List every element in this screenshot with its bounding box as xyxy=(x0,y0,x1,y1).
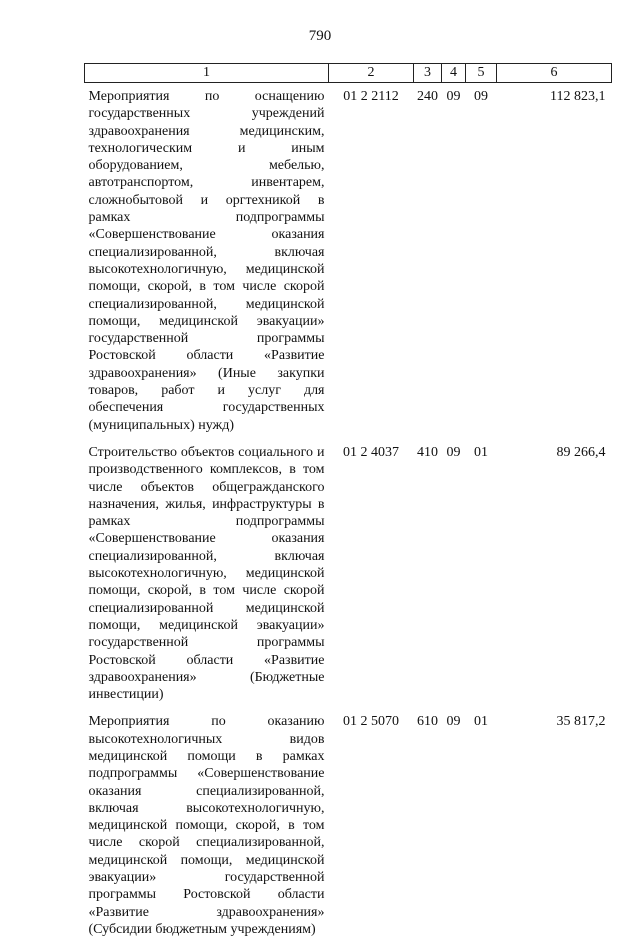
row-subsection: 01 xyxy=(466,708,497,943)
row-target-code: 01 2 4037 xyxy=(329,439,414,708)
header-row xyxy=(85,64,612,83)
row-target-code: 01 2 5070 xyxy=(329,708,414,943)
row-amount: 112 823,1 xyxy=(497,83,612,439)
row-target-code: 01 2 2112 xyxy=(329,83,414,439)
table-header xyxy=(85,64,612,83)
header-col-6: 6 xyxy=(497,64,612,83)
row-description: Мероприятия по оказанию высокотехнологичных видов медицинской помощи в рамках подпрограммы «Совершенствование оказания специализированной, включая высокотехнологичную, медицинской помощи, скорой, в том числе скорой специализированной, медицинской помощи, медицинской эвакуации» государственной программы Ростовской области «Развитие здравоохранения» (Субсидии бюджетным учреждениям) xyxy=(85,708,329,943)
header-col-1: 1 xyxy=(85,64,329,83)
row-section: 09 xyxy=(442,83,466,439)
header-col-2: 2 xyxy=(329,64,414,83)
table-row xyxy=(85,439,612,708)
row-expense-type: 240 xyxy=(414,83,442,439)
header-col-5: 5 xyxy=(466,64,497,83)
page-number: 790 xyxy=(0,28,640,45)
row-amount: 35 817,2 xyxy=(497,708,612,943)
row-subsection: 09 xyxy=(466,83,497,439)
table-body xyxy=(85,83,612,943)
row-expense-type: 410 xyxy=(414,439,442,708)
row-description: Строительство объектов социального и производственного комплексов, в том числе объектов общегражданского назначения, жилья, инфраструктуры в рамках подпрограммы «Совершенствование оказания специализированной, включая высокотехнологичную, медицинской помощи, скорой, в том числе скорой специализированной медицинской помощи, медицинской эвакуации» государственной программы Ростовской области «Развитие здравоохранения» (Бюджетные инвестиции) xyxy=(85,439,329,708)
row-section: 09 xyxy=(442,439,466,708)
row-description: Мероприятия по оснащению государственных учреждений здравоохранения медицинским, технологическим и иным оборудованием, мебелью, автотранспортом, инвентарем, сложнобытовой и оргтехникой в рамках подпрограммы «Совершенствование оказания специализированной, включая высокотехнологичную, медицинской помощи, скорой, в том числе скорой специализированной, медицинской помощи, медицинской эвакуации» государственной программы Ростовской области «Развитие здравоохранения» (Иные закупки товаров, работ и услуг для обеспечения государственных (муниципальных) нужд) xyxy=(85,83,329,439)
row-subsection: 01 xyxy=(466,439,497,708)
row-amount: 89 266,4 xyxy=(497,439,612,708)
header-col-3: 3 xyxy=(414,64,442,83)
row-expense-type: 610 xyxy=(414,708,442,943)
table-row xyxy=(85,83,612,439)
row-section: 09 xyxy=(442,708,466,943)
table-row xyxy=(85,708,612,943)
budget-table xyxy=(84,63,612,943)
header-col-4: 4 xyxy=(442,64,466,83)
